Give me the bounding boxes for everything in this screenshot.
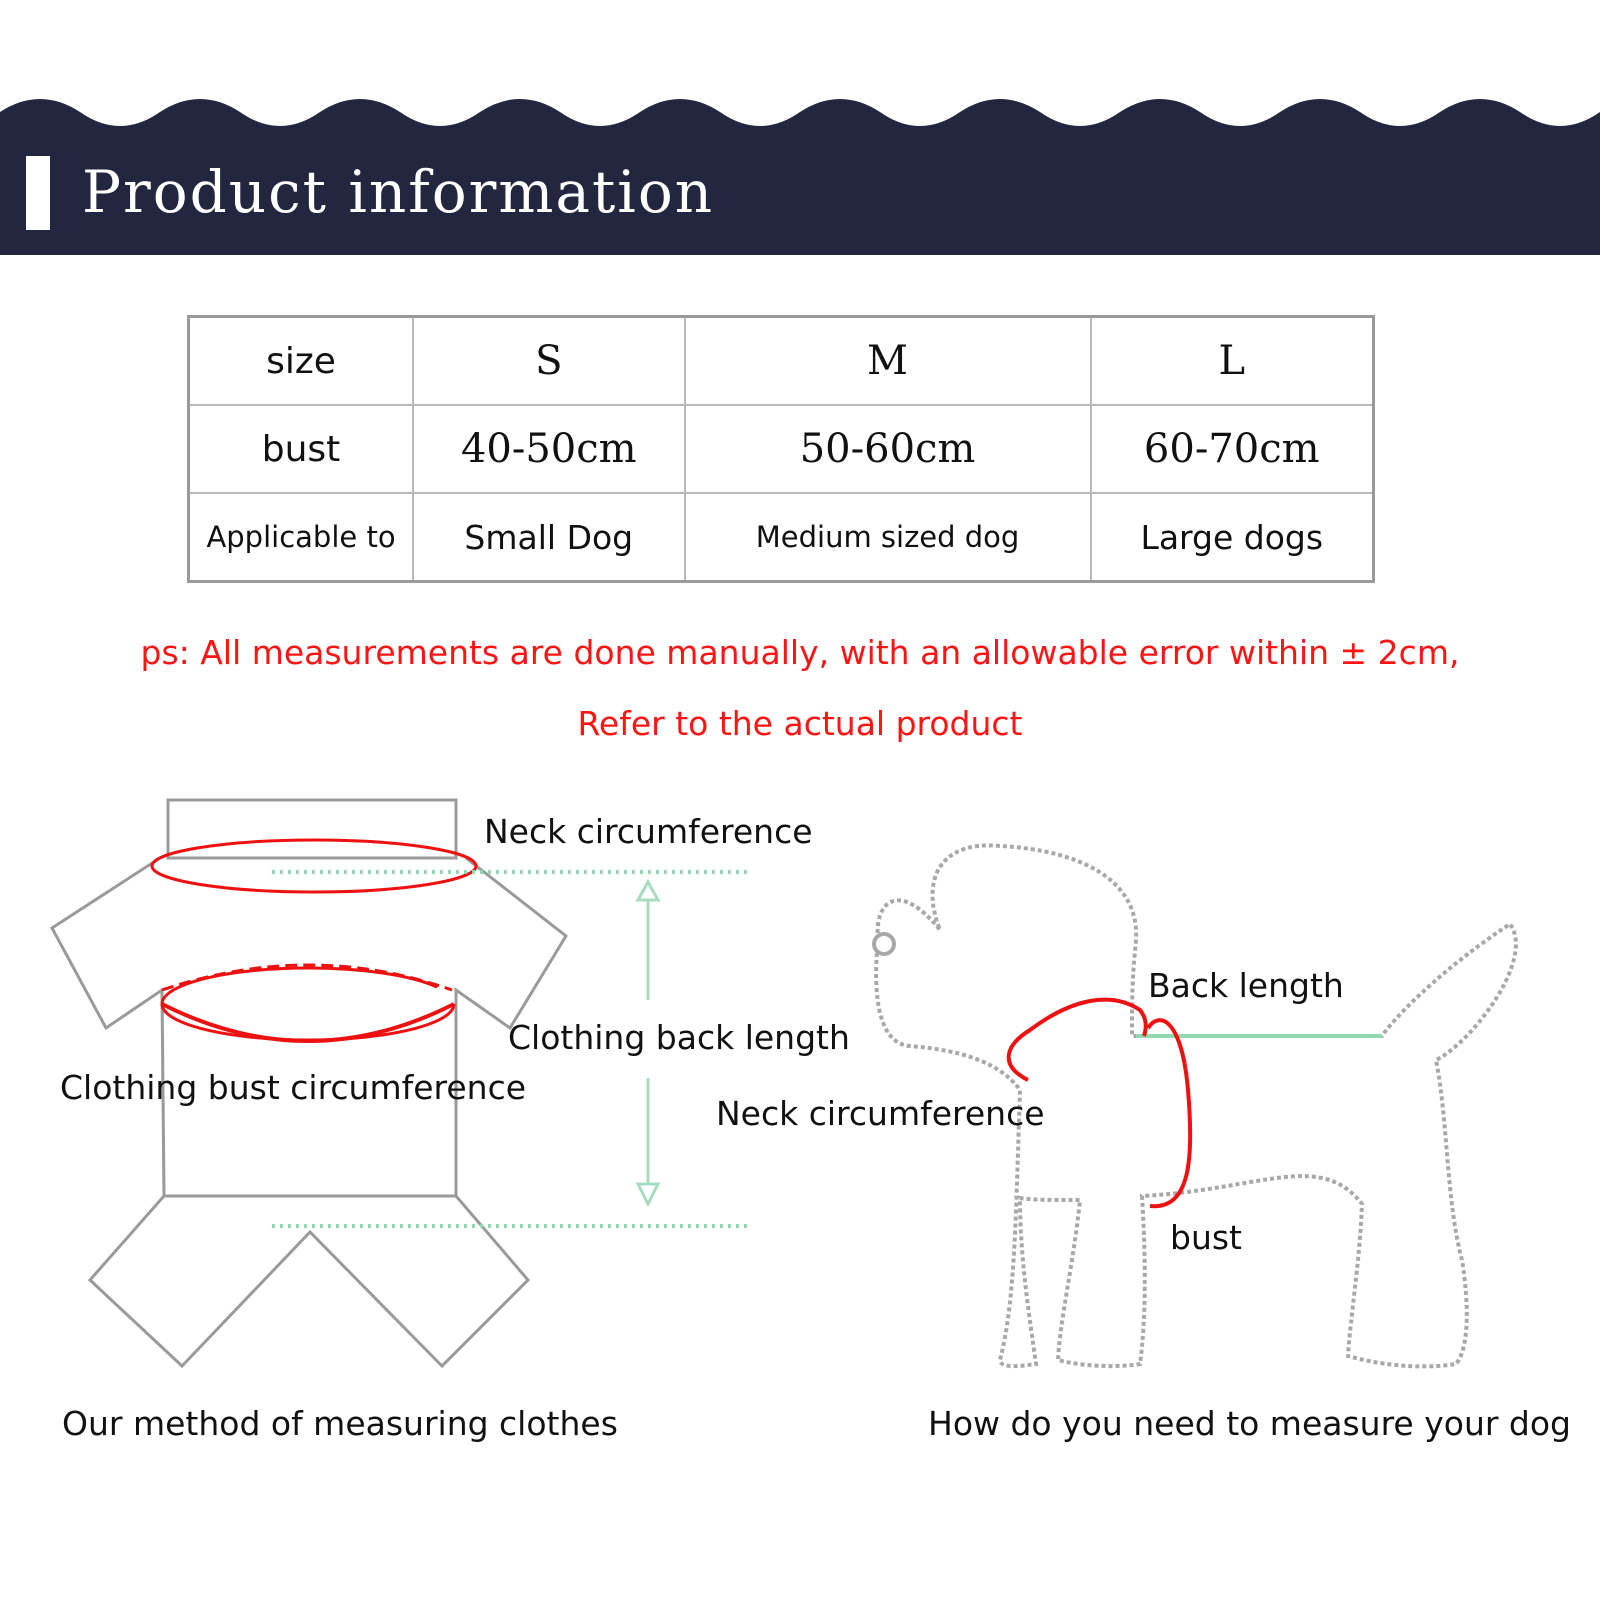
table-row-bust (189, 405, 1374, 493)
size-chart-table (187, 315, 1375, 583)
clothes-back-length-label: Clothing back length (508, 1018, 850, 1057)
bust-s: 40-50cm (413, 405, 685, 493)
measurement-note: ps: All measurements are done manually, with an allowable error within ± 2cm, (140, 633, 1460, 672)
row-label-size: size (189, 317, 414, 406)
dog-caption: How do you need to measure your dog (928, 1404, 1572, 1443)
dog-neck-label: Neck circumference (716, 1094, 1045, 1133)
dog-bust-measure (1148, 1020, 1190, 1206)
clothes-neck-label: Neck circumference (484, 812, 813, 851)
table-row-applicable (189, 493, 1374, 582)
bust-measure-ring (162, 968, 454, 1040)
bust-l: 60-70cm (1091, 405, 1374, 493)
dog-bust-label: bust (1170, 1218, 1242, 1257)
row-label-bust: bust (189, 405, 414, 493)
size-s: S (413, 317, 685, 406)
dog-neck-measure (1009, 1000, 1146, 1080)
clothes-caption: Our method of measuring clothes (62, 1404, 618, 1443)
applicable-s: Small Dog (413, 493, 685, 582)
applicable-m: Medium sized dog (685, 493, 1091, 582)
size-m: M (685, 317, 1091, 406)
clothes-bust-label: Clothing bust circumference (60, 1068, 527, 1107)
measurement-note-refer: Refer to the actual product (577, 704, 1023, 743)
size-l: L (1091, 317, 1374, 406)
dog-nose-icon (874, 934, 894, 954)
banner-accent-bar (26, 156, 50, 230)
applicable-l: Large dogs (1091, 493, 1374, 582)
bust-m: 50-60cm (685, 405, 1091, 493)
table-row-size (189, 317, 1374, 406)
page-title: Product information (82, 158, 715, 226)
row-label-applicable: Applicable to (189, 493, 414, 582)
neck-measure-ring (152, 840, 476, 892)
dog-back-length-label: Back length (1148, 966, 1344, 1005)
